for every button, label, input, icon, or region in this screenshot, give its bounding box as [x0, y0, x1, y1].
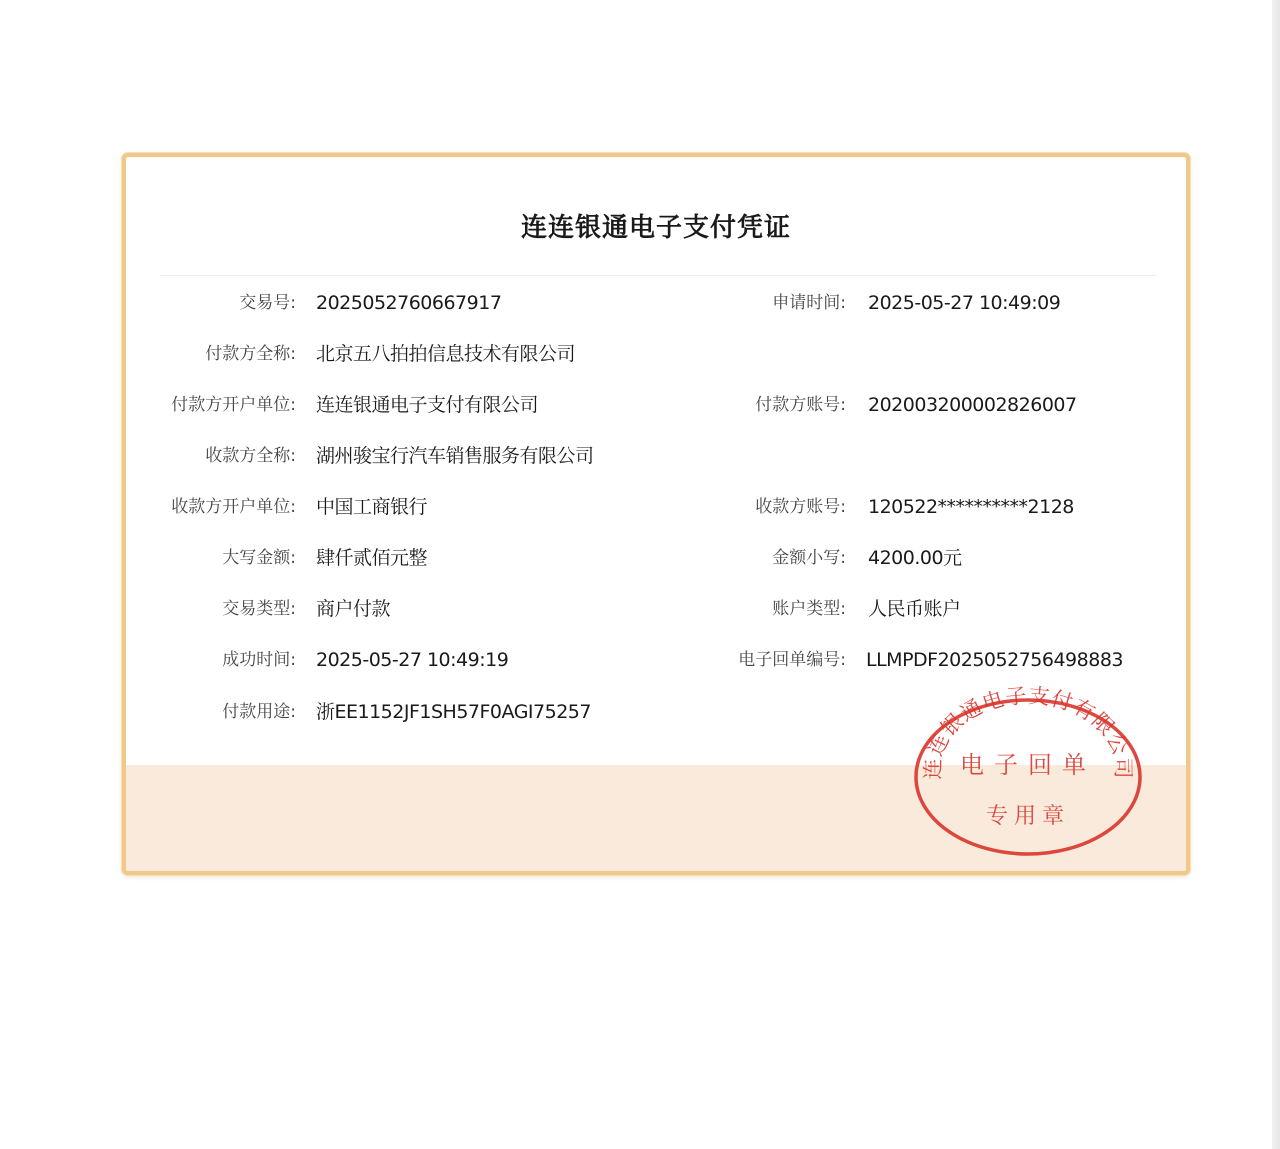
payer-bank-label: 付款方开户单位: [171, 395, 296, 415]
payee-bank-label: 收款方开户单位: [171, 497, 296, 517]
apply-time-label: 申请时间: [772, 293, 846, 313]
payer-account-label: 付款方账号: [755, 395, 846, 415]
payer-account-row [646, 390, 1077, 420]
amount-lower-value: 4200.00元 [868, 547, 962, 569]
success-time-row [126, 645, 509, 675]
scrollbar-edge [1272, 0, 1280, 1149]
payee-bank-row [126, 492, 428, 522]
payment-voucher [122, 153, 1190, 875]
payee-name-row [126, 441, 594, 471]
account-type-value: 人民币账户 [868, 598, 961, 620]
txn-no-label: 交易号: [239, 293, 296, 313]
purpose-row [126, 697, 591, 727]
txn-type-value: 商户付款 [316, 598, 391, 620]
purpose-value: 浙EE1152JF1SH57F0AGI75257 [316, 701, 591, 723]
apply-time-value: 2025-05-27 10:49:09 [868, 292, 1061, 314]
payer-name-label: 付款方全称: [205, 344, 296, 364]
amount-upper-value: 肆仟贰佰元整 [316, 547, 428, 569]
payer-name-value: 北京五八拍拍信息技术有限公司 [316, 343, 576, 365]
amount-upper-row [126, 543, 428, 573]
voucher-footer-band [126, 765, 1186, 871]
account-type-row [646, 594, 961, 624]
payee-name-value: 湖州骏宝行汽车销售服务有限公司 [316, 445, 594, 467]
amount-upper-label: 大写金额: [222, 548, 296, 568]
payee-bank-value: 中国工商银行 [316, 496, 428, 518]
amount-lower-label: 金额小写: [772, 548, 846, 568]
seal-ring-text: 连连银通电子支付有限公司 [920, 683, 1136, 780]
payer-name-row [126, 339, 576, 369]
payee-account-label: 收款方账号: [755, 497, 846, 517]
account-type-label: 账户类型: [772, 599, 846, 619]
receipt-no-label: 电子回单编号: [738, 650, 846, 670]
success-time-label: 成功时间: [222, 650, 296, 670]
title-divider [160, 275, 1156, 276]
txn-no-row [126, 288, 502, 318]
payee-name-label: 收款方全称: [205, 446, 296, 466]
receipt-no-row [646, 645, 1123, 675]
payer-bank-value: 连连银通电子支付有限公司 [316, 394, 539, 416]
seal-line-1: 电子回单 [960, 751, 1096, 779]
receipt-no-value: LLMPDF2025052756498883 [866, 649, 1123, 671]
txn-no-value: 2025052760667917 [316, 292, 502, 314]
apply-time-row [646, 288, 1061, 318]
txn-type-row [126, 594, 391, 624]
payer-bank-row [126, 390, 539, 420]
payer-account-value: 202003200002826007 [868, 394, 1077, 416]
txn-type-label: 交易类型: [222, 599, 296, 619]
payee-account-row [646, 492, 1074, 522]
seal-line-2: 专用章 [985, 804, 1071, 829]
amount-lower-row [646, 543, 962, 573]
payee-account-value: 120522**********2128 [868, 496, 1074, 518]
voucher-title: 连连银通电子支付凭证 [520, 213, 791, 243]
success-time-value: 2025-05-27 10:49:19 [316, 649, 509, 671]
purpose-label: 付款用途: [222, 702, 296, 722]
